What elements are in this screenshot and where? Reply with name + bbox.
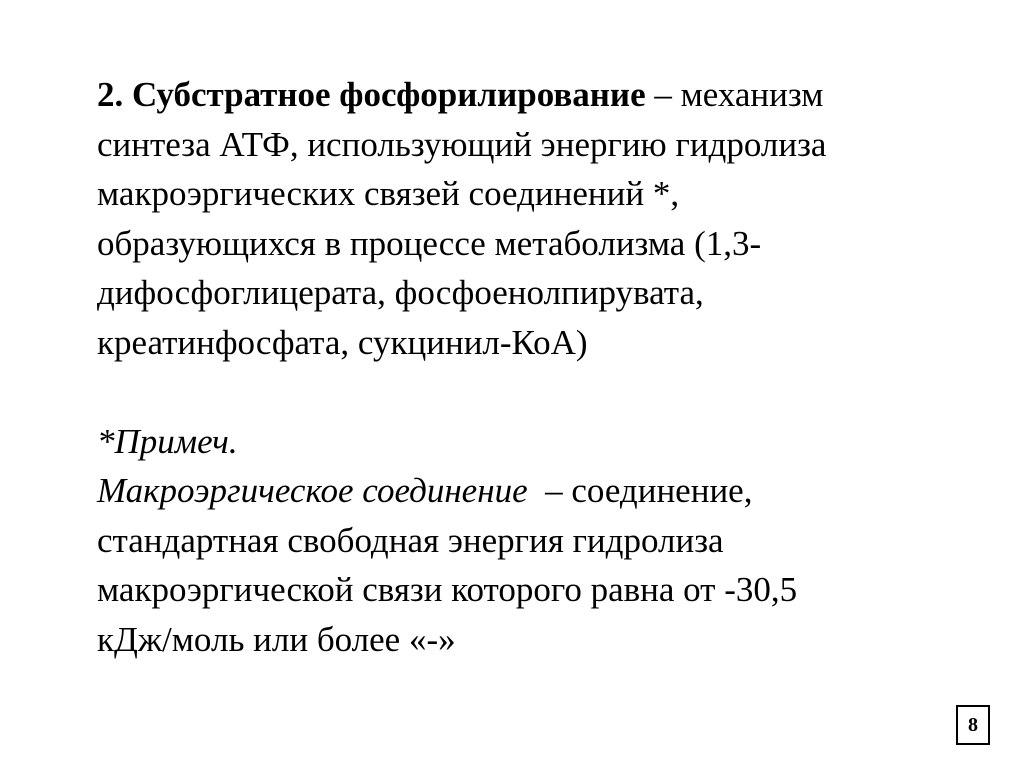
page-number-badge: 8	[956, 705, 990, 745]
definition-line-5: дифосфоглицерата, фосфоенолпирувата,	[97, 273, 704, 312]
note-line-3: макроэргической связи которого равна от -30,5	[97, 570, 798, 609]
definition-line-3: макроэргических связей соединений *,	[97, 174, 680, 213]
definition-line-1-rest: – механизм	[645, 75, 824, 114]
note-line-1-rest: – соединение,	[527, 471, 753, 510]
note-heading: *Примеч.	[97, 421, 238, 461]
definition-line-2: синтеза АТФ, использующий энергию гидролиза	[97, 124, 827, 164]
slide-content	[97, 70, 957, 664]
definition-term: 2. Субстратное фосфорилирование	[97, 75, 646, 114]
note-line-2: стандартная свободная энергия гидролиза	[97, 520, 724, 560]
definition-line-6: креатинфосфата, сукцинил-КоА)	[97, 322, 588, 362]
note-term: Макроэргическое соединение	[97, 471, 528, 510]
paragraph-spacer	[97, 367, 957, 417]
note-line-4: кДж/моль или более «-»	[97, 619, 456, 659]
definition-line-4: образующихся в процессе метаболизма (1,3-	[97, 223, 762, 263]
note-line-1	[97, 466, 957, 516]
definition-line-1	[97, 70, 957, 120]
